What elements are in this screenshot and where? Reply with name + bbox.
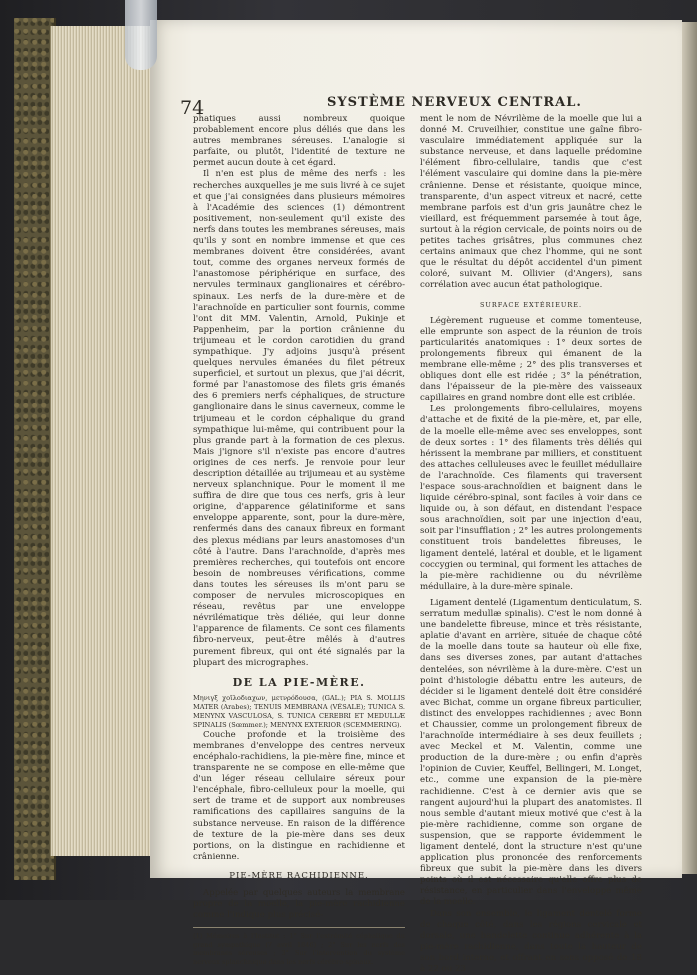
- left-column: [193, 114, 405, 967]
- subsection-heading: SURFACE EXTÉRIEURE.: [479, 300, 583, 309]
- right-column: [420, 114, 642, 975]
- paragraph: phatiques aussi nombreux quoique probablement encore plus déliés que dans les autres membranes séreuses. L'analogie si parfaite, ou plutôt, l'identité de texture ne permet aucun doute à cet égard.: [193, 114, 405, 169]
- footnote: (1) Mémoires à l'Institut : 1° Sur l'extrémité céphalique du grand sympathique (7 avril 1846) ; 2° Sur les nerfs des membranes séreuses ; 3° Sur l'intervention du système nerveux splanchnique dans les nerfs cérébro-spinaux.: [193, 927, 405, 966]
- synonyms: Μηνιγξ χοῖλοδιαχων, μετνρόδουσα, (GAL.); PIA S. MOLLIS MATER (Arabes); TENUIS MEMBRANA (VÉSALE); TUNICA S. MENYNX VASCULOSA, S. TUNICA CEREBRI ET MEDULLÆ SPINALIS (Sœmmer.); MENYNX EXTERIOR (SCEMMERING).: [193, 693, 405, 729]
- paragraph: Il n'en est plus de même des nerfs : les recherches auxquelles je me suis livré à ce sujet et que j'ai consignées dans plusieurs mémoires à l'Académie des sciences (1) démontrent positivement, non-seulement qu'il existe des nerfs dans toutes les membranes séreuses, mais qu'ils y sont en nombre immense et que ces membranes doivent être considérées, avant tout, comme des organes nerveux formés de l'anastomose périphérique en surface, des nervules terminaux ganglionaires et cérébro-spinaux. Les nerfs de la dure-mère et de l'arachnoïde en particulier sont fournis, comme l'ont dit MM. Valentin, Arnold, Pukinje et Pappenheim, par la portion crânienne du trijumeau et le cordon carotidien du grand sympathique. J'y adjoins jusqu'à présent quelques nervules émanées du filet pétreux superficiel, et surtout un plexus, que j'ai décrit, formé par l'anastomose des filets gris émanés des 6 premiers nerfs céphaliques, de structure ganglionaire dans le sinus caverneux, comme le trijumeau et le cordon céphalique du grand sympathique lui-même, qui contribuent pour la plus grande part à la formation de ces plexus. Mais j'ignore s'il n'existe pas encore d'autres origines de ces nerfs. Je renvoie pour leur description détaillée au trijumeau et au système nerveux splanchnique. Pour le moment il me suffira de dire que tous ces nerfs, gris à leur origine, d'apparence gélatiniforme et sans enveloppe apparente, sont, pour la dure-mère, renfermés dans des canaux fibreux en formant des plexus médians par leurs anastomoses d'un côté à l'autre. Dans l'arachnoïde, d'après mes premières recherches, qui toutefois ont encore besoin de nombreuses vérifications, comme dans toutes les séreuses ils m'ont paru se composer de nervules microscopiques en réseau, revêtus par une enveloppe névrilématique très déliée, qui leur donne l'apparence de filaments. Ce sont ces filaments fibro-nerveux, peut-être mêlés à d'autres purement fibreux, qui ont été signalés par la plupart des micrographes.: [193, 169, 405, 668]
- paragraph: ment le nom de Névrilème de la moelle que lui a donné M. Cruveilhier, constitue une gaîne fibro-vasculaire immédiatement appliquée sur la substance nerveuse, et dans laquelle prédomine l'élément fibro-cellulaire, tandis que c'est l'élément vasculaire qui domine dans la pie-mère crânienne. Dense et résistante, quoique mince, transparente, d'un aspect vitreux et nacré, cette membrane parfois est d'un gris jaunâtre chez le vieillard, est fréquemment parsemée à tout âge, surtout à la région cervicale, de points noirs ou de petites taches grisâtres, plus communes chez certains animaux que chez l'homme, qui ne sont que le résultat du dépôt accidentel d'un piment coloré, suivant M. Ollivier (d'Angers), sans corrélation avec aucun état pathologique.: [420, 114, 642, 291]
- book-clamp: [125, 0, 157, 70]
- running-title: SYSTÈME NERVEUX CENTRAL.: [327, 95, 582, 110]
- page-number: 74: [180, 97, 205, 119]
- paragraph: Appelée par quelques auteurs la membrane propre de la moelle, la pie-mère rachidienne comme l'indique plus précisé-: [193, 888, 405, 921]
- paragraph: Les prolongements fibro-cellulaires, moyens d'attache et de fixité de la pie-mère, et, par elle, de la moelle elle-même avec ses enveloppes, sont de deux sortes : 1° des filaments très déliés qui hérissent la membrane par milliers, et constituent des attaches celluleuses avec le feuillet médullaire de l'arachnoïde. Ces filaments qui traversent l'espace sous-arachnoïdien et baignent dans le liquide cérébro-spinal, sont faciles à voir dans ce liquide ou, à son défaut, en distendant l'espace sous arachnoïdien, soit par une injection d'eau, soit par l'insufflation ; 2° les autres prolongements constituent trois bandelettes fibreuses, le ligament dentelé, latéral et double, et le ligament coccygien ou terminal, qui forment les attaches de la pie-mère rachidienne ou du névrilème médullaire, à la dure-mère spinale.: [420, 404, 642, 592]
- page-stack-edge: [50, 26, 161, 856]
- right-page-edge: [682, 22, 697, 874]
- paragraph: Ligament dentelé (Ligamentum denticulatum, S. serratum medullæ spinalis). C'est le nom donné à une bandelette fibreuse, mince et très résistante, aplatie d'avant en arrière, située de chaque côté de la moelle dans toute sa hauteur où elle fixe, dans ses diverses zones, par autant d'attaches dentelées, son névrilème à la dure-mère. C'est un point d'histologie débattu entre les auteurs, de décider si le ligament dentelé doit être considéré avec Bichat, comme un organe fibreux particulier, distinct des enveloppes rachidiennes ; avec Bonn et Chaussier, comme un prolongement fibreux de l'arachnoïde intermédiaire à ses deux feuillets ; avec Meckel et M. Valentin, comme une production de la dure-mère ; ou enfin d'après l'opinion de Cuvier, Keuffel, Bellingeri, M. Longet, etc., comme une expansion de la pie-mère rachidienne. C'est à ce dernier avis que se rangent aujourd'hui la plupart des anatomistes. Il nous semble d'autant mieux motivé que c'est à la pie-mère rachidienne, comme son organe de suspension, que se rapporte évidemment le ligament dentelé, dont la structure n'est qu'une application plus prononcée des renforcements fibreux que subit la pie-mère dans les divers points où il est nécessaire qu'elle offre plus de résistance, en particulier dans l'enveloppe même de la moelle.: [420, 597, 642, 908]
- subsection-heading: PIE-MÈRE RACHIDIENNE.: [229, 870, 369, 881]
- paragraph: Couche profonde et la troisième des membranes d'enveloppe des centres nerveux encéphalo-rachidiens, la pie-mère fine, mince et transparente ne se compose en elle-même que d'un léger réseau cellulaire séreux pour l'encéphale, fibro-celluleux pour la moelle, qui sert de trame et de support aux nombreuses ramifications des capillaires sanguins de la substance nerveuse. En raison de la différence de texture de la pie-mère dans ses deux portions, on la distingue en rachidienne et crânienne.: [193, 729, 405, 862]
- section-heading: DE LA PIE-MÈRE.: [232, 675, 366, 689]
- paragraph: Dans son ensemble, le ligament dentelé forme de chaque côté, dans les régions cervicale et dorsale, une bandelette continue adhérente à la pie-mère rachidienne, dans toute la hauteur de son bord interne, et offrant en sens opposé de 18 à 22 ou 23: [420, 908, 642, 975]
- paragraph: Légèrement rugueuse et comme tomenteuse, elle emprunte son aspect de la réunion de trois particularités anatomiques : 1° deux sortes de prolongements fibreux qui émanent de la membrane elle-même ; 2° des plis transverses et obliques dont elle est ridée ; 3° la pénétration, dans l'épaisseur de la pie-mère des vaisseaux capillaires en grand nombre dont elle est criblée.: [420, 315, 642, 404]
